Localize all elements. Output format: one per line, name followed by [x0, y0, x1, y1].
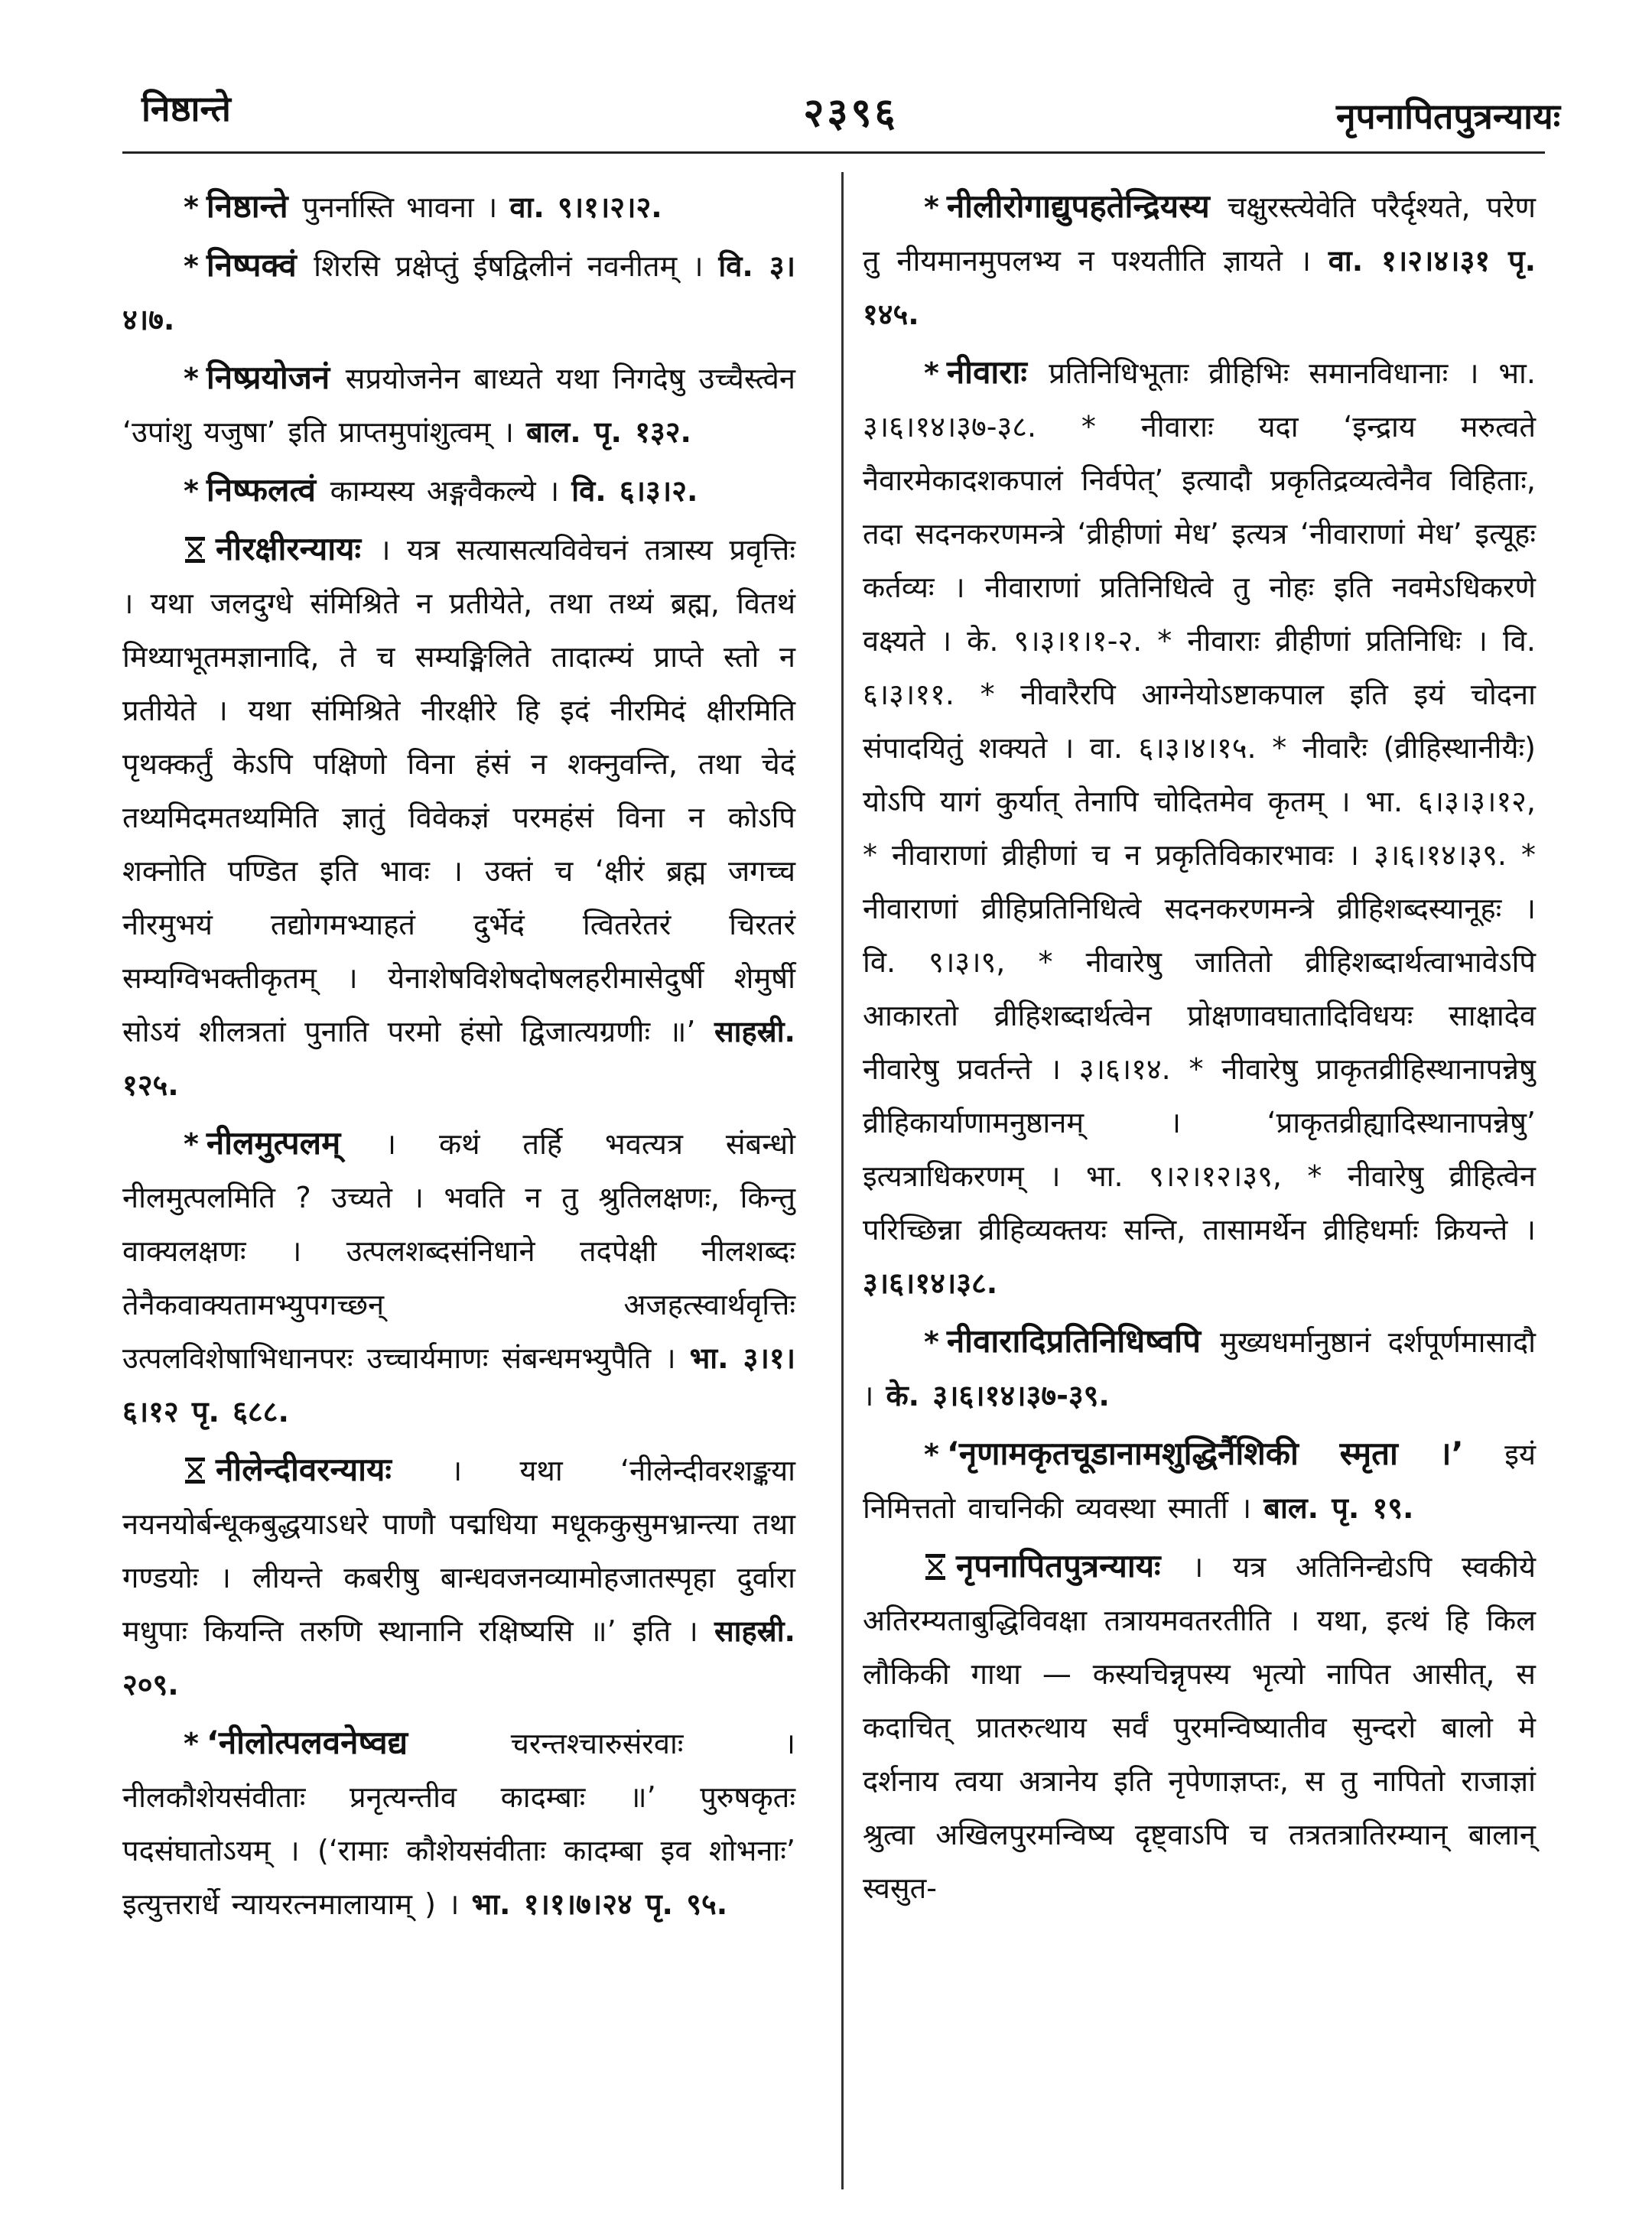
asterisk-marker: * [924, 356, 939, 390]
entry-body: चक्षुरस्त्येवेति परैर्दृश्यते, परेण तु नीयमानमुपलभ्य न पश्यतीति ज्ञायते । [863, 190, 1536, 278]
entry-body: इयं निमित्ततो वाचनिकी व्यवस्था स्मार्ती । [863, 1438, 1536, 1525]
dictionary-entry [863, 1427, 1536, 1535]
dictionary-entry [122, 1117, 795, 1438]
entry-reference: भा. १।१।७।२४ पृ. ९५. [471, 1887, 728, 1921]
entry-headword: निष्ठान्ते [206, 187, 303, 225]
dictionary-entry [863, 180, 1536, 341]
nyaya-hourglass-icon [184, 537, 206, 563]
asterisk-marker: * [184, 362, 199, 395]
entry-body: प्रतिनिधिभूताः व्रीहिभिः समानविधानाः । भा. ३।६।१४।३७-३८. * नीवाराः यदा ‘इन्द्राय मरुत्वते नैवारमेकादशकपालं निर्वपेत्’ इत्यादौ प्रकृतिद्रव्यत्वेनैव विहिताः, तदा सदनकरणमन्त्रे ‘व्रीहीणां मेध’ इत्यत्र ‘नीवाराणां मेध’ इत्यूहः कर्तव्यः । नीवाराणां प्रतिनिधित्वे तु नोहः इति नवमेऽधिकरणे वक्ष्यते । के. ९।३।१।१-२. * नीवाराः व्रीहीणां प्रतिनिधिः । वि. ६।३।११. * नीवारैरपि आग्नेयोऽष्टाकपाल इति इयं चोदना संपादयितुं शक्यते । वा. ६।३।४।१५. * नीवारैः (व्रीहिस्थानीयैः) योऽपि यागं कुर्यात् तेनापि चोदितमेव कृतम् । भा. ६।३।३।१२, * नीवाराणां व्रीहीणां च न प्रकृतिविकारभावः । ३।६।१४।३९. * नीवाराणां व्रीहिप्रतिनिधित्वे सदनकरणमन्त्रे व्रीहिशब्दस्यानूहः । वि. ९।३।९, * नीवारेषु जातितो व्रीहिशब्दार्थत्वाभावेऽपि आकारतो व्रीहिशब्दार्थत्वेन प्रोक्षणावघातादिविधयः साक्षादेव नीवारेषु प्रवर्तन्ते । ३।६।१४. * नीवारेषु प्राकृतव्रीहिस्थानापन्नेषु व्रीहिकार्याणामनुष्ठानम् । ‘प्राकृतव्रीह्यादिस्थानापन्नेषु’ इत्यत्राधिकरणम् । भा. ९।२।१२।३९, * नीवारेषु व्रीहित्वेन परिच्छिन्ना व्रीहिव्यक्तयः सन्ति, तासामर्थेन व्रीहिधर्माः क्रियन्ते । [863, 356, 1536, 1247]
entry-reference: वि. ६।३।२. [571, 474, 698, 508]
asterisk-marker: * [184, 249, 199, 283]
dictionary-entry [122, 239, 795, 346]
running-head [141, 84, 1560, 153]
entry-headword: नीलीरोगाद्युपहतेन्द्रियस्य [946, 187, 1228, 225]
entry-headword: नृपनापितपुत्रन्यायः [956, 1547, 1192, 1585]
nyaya-hourglass-icon [924, 1554, 947, 1580]
dictionary-entry [863, 1315, 1536, 1422]
entry-body: । यत्र अतिनिन्द्येऽपि स्वकीये अतिरम्यताबुद्धिविवक्षा तत्रायमवतरतीति । यथा, इत्थं हि किल लौकिकी गाथा — कस्यचिन्नृपस्य भृत्यो नापित आसीत्, स कदाचित् प्रातरुत्थाय सर्वं पुरमन्विष्यातीव सुन्दरो बालो मे दर्शनाय त्वया अत्रानेय इति नृपेणाज्ञप्तः, स तु नापितो राजाज्ञां श्रुत्वा अखिलपुरमन्विष्य दृष्ट्वाऽपि च तत्रतत्रातिरम्यान् बालान् स्वसुत- [863, 1550, 1536, 1905]
asterisk-marker: * [184, 474, 199, 508]
entry-reference: बाल. पृ. १९. [1263, 1491, 1414, 1525]
dictionary-entry [863, 346, 1536, 1310]
entry-reference: साहस्री. १२५. [122, 1015, 795, 1102]
entry-headword: ‘नीलोत्पलवनेष्वद्य [206, 1724, 511, 1761]
asterisk-marker: * [924, 1325, 939, 1359]
left-column [122, 180, 795, 1936]
entry-headword: निष्पक्वं [206, 246, 314, 284]
entry-reference: भा. ३।१।६।१२ पृ. ६८८. [122, 1341, 796, 1429]
entry-headword: नीरक्षीरन्यायः [216, 530, 380, 567]
asterisk-marker: * [924, 190, 939, 224]
entry-body: । कथं तर्हि भवत्यत्र संबन्धो नीलमुत्पलमिति ? उच्यते । भवति न तु श्रुतिलक्षणः, किन्तु वाक्यलक्षणः । उत्पलशब्दसंनिधाने तदपेक्षी नीलशब्दः तेनैकवाक्यतामभ्युपगच्छन् अजहत्स्वार्थवृत्तिः उत्पलविशेषाभिधानपरः उच्चार्यमाणः संबन्धमभ्युपैति । [122, 1127, 795, 1375]
asterisk-marker: * [184, 190, 199, 224]
entry-body: मुख्यधर्मानुष्ठानं दर्शपूर्णमासादौ । [863, 1325, 1536, 1412]
asterisk-marker: * [184, 1727, 199, 1760]
entry-reference: वि. ३।४।७. [122, 249, 795, 336]
entry-headword: निष्फलत्वं [206, 471, 330, 509]
entry-reference: साहस्री. २०९. [122, 1614, 795, 1702]
entry-headword: ‘नृणामकृतचूडानामशुद्धिर्नैशिकी स्मृता ।’ [946, 1435, 1505, 1472]
column-divider [841, 172, 844, 2189]
page-number: २३९६ [803, 90, 899, 136]
nyaya-hourglass-icon [184, 1458, 206, 1484]
entry-reference: बाल. पृ. १३२. [526, 415, 691, 449]
entry-reference: ३।६।१४।३८. [863, 1266, 998, 1300]
entry-body: काम्यस्य अङ्गवैकल्ये । [330, 474, 572, 508]
entry-body: चरन्तश्चारुसंरवाः । नीलकौशेयसंवीताः प्रनृत्यन्तीव कादम्बाः ॥’ पुरुषकृतः पदसंघातोऽयम् । (‘रामाः कौशेयसंवीताः कादम्बा इव शोभनाः’ इत्युत्तरार्धे न्यायरत्नमालायाम् ) । [122, 1727, 795, 1921]
dictionary-entry [122, 1716, 795, 1931]
entry-body: सप्रयोजनेन बाध्यते यथा निगदेषु उच्चैस्त्वेन ‘उपांशु यजुषा’ इति प्राप्तमुपांशुत्वम् । [122, 362, 795, 449]
dictionary-entry [863, 1539, 1536, 1915]
dictionary-entry [122, 463, 795, 518]
dictionary-entry [122, 351, 795, 459]
entry-headword: नीवाराः [946, 353, 1049, 391]
entry-headword: नीलेन्दीवरन्यायः [216, 1451, 451, 1488]
dictionary-entry [122, 180, 795, 234]
asterisk-marker: * [184, 1127, 199, 1161]
entry-body: शिरसि प्रक्षेप्तुं ईषद्विलीनं नवनीतम् । [314, 249, 719, 283]
entry-body: पुनर्नास्ति भावना । [302, 190, 510, 224]
right-column [863, 180, 1536, 1919]
asterisk-marker: * [924, 1438, 939, 1471]
header-rule [122, 151, 1545, 154]
entry-reference: के. ३।६।१४।३७-३९. [886, 1379, 1110, 1412]
entry-reference: वा. १।२।४।३१ पृ. १४५. [863, 244, 1536, 331]
entry-body: । यथा ‘नीलेन्दीवरशङ्कया नयनयोर्बन्धूकबुद्धयाऽधरे पाणौ पद्मधिया मधूककुसुमभ्रान्त्या तथा गण्डयोः । लीयन्ते कबरीषु बान्धवजनव्यामोहजातस्पृहा दुर्वारा मधुपाः कियन्ति तरुणि स्थानानि रक्षिष्यसि ॥’ इति । [122, 1454, 795, 1648]
header-left-catchword: निष्ठान्ते [141, 88, 231, 129]
dictionary-entry [122, 1443, 795, 1711]
dictionary-entry [122, 522, 795, 1112]
header-right-catchword: नृपनापितपुत्रन्यायः [1335, 96, 1560, 137]
entry-body: । यत्र सत्यासत्यविवेचनं तत्रास्य प्रवृत्तिः । यथा जलदुग्धे संमिश्रिते न प्रतीयेते, तथा तथ्यं ब्रह्म, वितथं मिथ्याभूतमज्ञानादि, ते च सम्यङ्मिलिते तादात्म्यं प्राप्ते स्तो न प्रतीयेते । यथा संमिश्रिते नीरक्षीरे हि इदं नीरमिदं क्षीरमिति पृथक्कर्तुं केऽपि पक्षिणो विना हंसं न शक्नुवन्ति, तथा चेदं तथ्यमिदमतथ्यमिति ज्ञातुं विवेकज्ञं परमहंसं विना न कोऽपि शक्नोति पण्डित इति भावः । उक्तं च ‘क्षीरं ब्रह्म जगच्च नीरमुभयं तद्योगमभ्याहतं दुर्भेदं त्वितरेतरं चिरतरं सम्यग्विभक्तीकृतम् । येनाशेषविशेषदोषलहरीमासेदुर्षी शेमुर्षी सोऽयं शीलत्रतां पुनाति परमो हंसो द्विजात्यग्रणीः ॥’ [122, 533, 795, 1048]
entry-reference: वा. ९।१।२।२. [509, 190, 662, 224]
entry-headword: निष्प्रयोजनं [206, 359, 346, 396]
entry-headword: नीलमुत्पलम् [206, 1124, 385, 1162]
entry-headword: नीवारादिप्रतिनिधिष्वपि [946, 1322, 1221, 1360]
